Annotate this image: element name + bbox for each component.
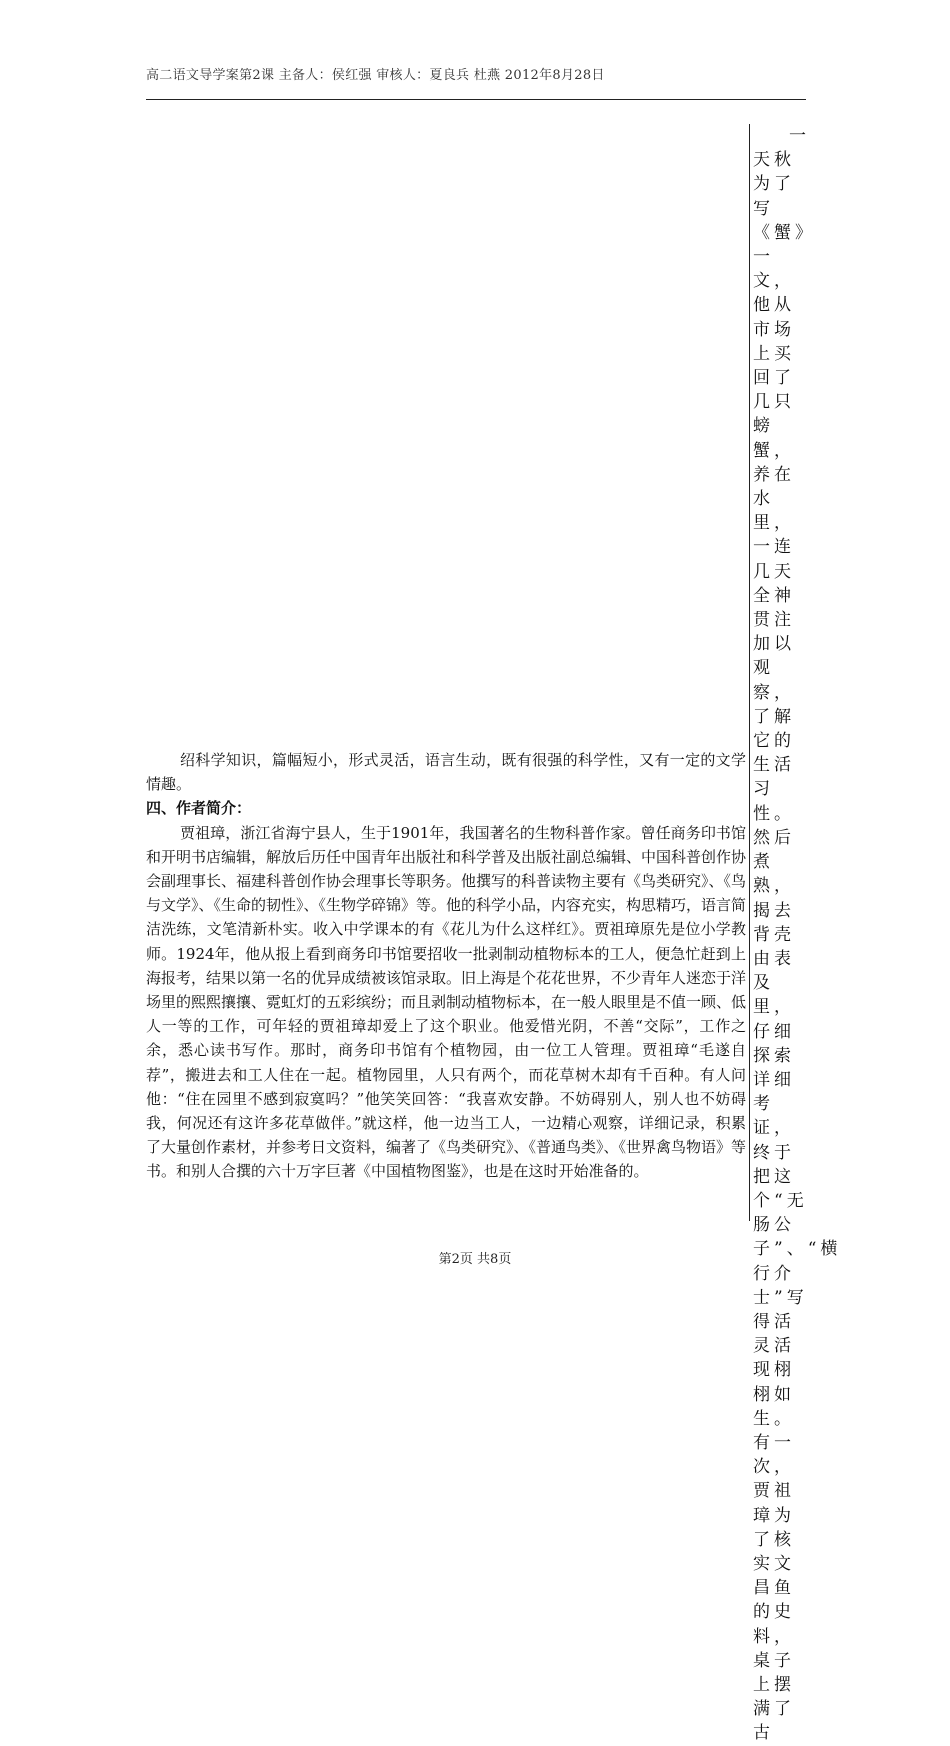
main-text-block bbox=[146, 748, 746, 1184]
header-divider bbox=[146, 99, 806, 100]
page-number-footer: 第2页 共8页 bbox=[438, 1252, 512, 1267]
author-bio-paragraph: 贾祖璋，浙江省海宁县人，生于1901年，我国著名的生物科普作家。曾任商务印书馆和开明书店编辑，解放后历任中国青年出版社和科学普及出版社副总编辑、中国科普创作协会副理事长、福建科普创作协会理事长等职务。他撰写的科普读物主要有《鸟类研究》、《鸟与文学》、《生命的韧性》、《生物学碎锦》等。他的科学小品，内容充实，构思精巧，语言简洁洗练，文笔清新朴实。收入中学课本的有《花儿为什么这样红》。贾祖璋原先是位小学教师。1924年，他从报上看到商务印书馆要招收一批剥制动植物标本的工人，便急忙赶到上海报考，结果以第一名的优异成绩被该馆录取。旧上海是个花花世界，不少青年人迷恋于洋场里的熙熙攘攘、霓虹灯的五彩缤纷；而且剥制动植物标本，在一般人眼里是不值一顾、低人一等的工作，可年轻的贾祖璋却爱上了这个职业。他爱惜光阴，不善“交际”，工作之余，悉心读书写作。那时，商务印书馆有个植物园，由一位工人管理。贾祖璋“毛遂自荐”，搬进去和工人住在一起。植物园里，人只有两个，而花草树木却有千百种。有人问他：“住在园里不感到寂寞吗？”他笑笑回答：“我喜欢安静。不妨碍别人，别人也不妨碍我，何况还有这许多花草做伴。”就这样，他一边当工人，一边精心观察，详细记录，积累了大量创作素材，并参考日文资料，编著了《鸟类研究》、《普通鸟类》、《世界禽鸟物语》等书。和别人合撰的六十万字巨著《中国植物图鉴》，也是在这时开始准备的。 bbox=[146, 823, 747, 1181]
page-header: 高二语文导学案第2课 主备人：侯红强 审核人：夏良兵 杜燕 2012年8月28日 bbox=[146, 68, 605, 83]
section-heading: 四、作者简介： bbox=[146, 799, 252, 818]
side-column-text: 一天秋为了写《蟹》一文，他从市场上买回了几只螃蟹，养在水里，一连几天全神贯注加以观察，了解它的生活习性。然后煮熟，揭去背壳由表及里，仔细探索详细考证，终于把这个“无肠公子”、“横行介士”写得活灵活现栩栩如生。有一次，贾祖璋为了核实文昌鱼的史料，桌子上摆满了古 bbox=[749, 124, 807, 1221]
intro-paragraph-tail: 绍科学知识，篇幅短小，形式灵活，语言生动，既有很强的科学性，又有一定的文学情趣。 bbox=[146, 751, 746, 794]
